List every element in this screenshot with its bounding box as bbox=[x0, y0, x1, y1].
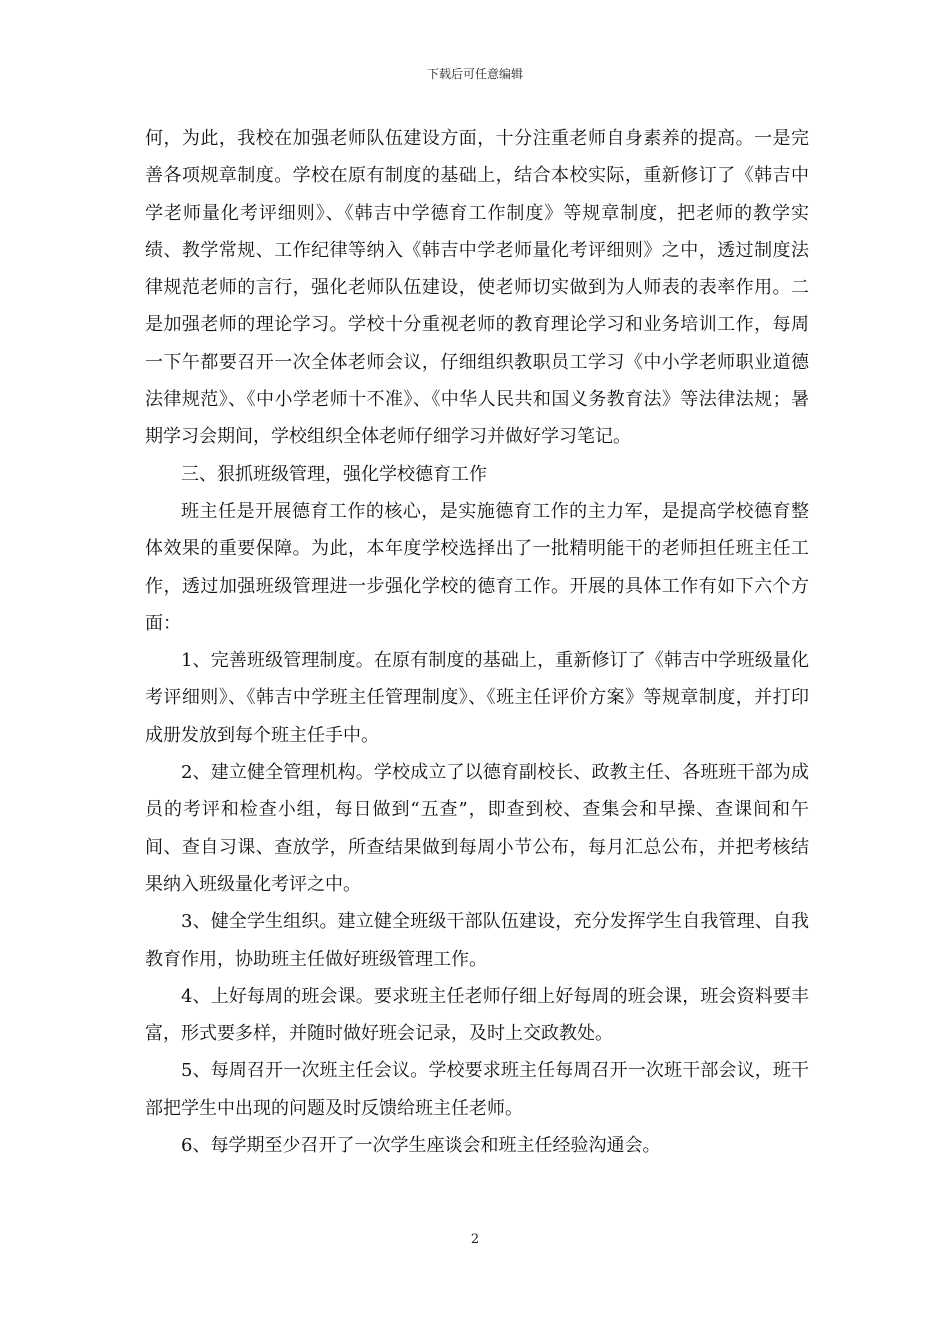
paragraph-teacher-team: 何，为此，我校在加强老师队伍建设方面，十分注重老师自身素养的提高。一是完善各项规章制度。学校在原有制度的基础上，结合本校实际，重新修订了《韩吉中学老师量化考评细则》、《韩吉中学德育工作制度》等规章制度，把老师的教学实绩、教学常规、工作纪律等纳入《韩吉中学老师量化考评细则》之中，透过制度法律规范老师的言行，强化老师队伍建设，使老师切实做到为人师表的表率作用。二是加强老师的理论学习。学校十分重视老师的教育理论学习和业务培训工作，每周一下午都要召开一次全体老师会议，仔细组织教职员工学习《中小学老师职业道德法律规范》、《中小学老师十不准》、《中华人民共和国义务教育法》等法律法规；暑期学习会期间，学校组织全体老师仔细学习并做好学习笔记。 bbox=[145, 128, 809, 448]
list-item-3: 3、健全学生组织。建立健全班级干部队伍建设，充分发挥学生自我管理、自我教育作用，协助班主任做好班级管理工作。 bbox=[145, 911, 809, 970]
list-item-5: 5、每周召开一次班主任会议。学校要求班主任每周召开一次班干部会议，班干部把学生中出现的问题及时反馈给班主任老师。 bbox=[145, 1060, 809, 1119]
list-item-2: 2、建立健全管理机构。学校成立了以德育副校长、政教主任、各班班干部为成员的考评和检查小组，每日做到“五查”，即查到校、查集会和早操、查课间和午间、查自习课、查放学，所查结果做到每周小节公布，每月汇总公布，并把考核结果纳入班级量化考评之中。 bbox=[145, 762, 809, 895]
page-header: 下载后可任意编辑 bbox=[426, 67, 523, 81]
section-heading-class-management: 三、狠抓班级管理，强化学校德育工作 bbox=[181, 463, 487, 485]
list-item-6: 6、每学期至少召开了一次学生座谈会和班主任经验沟通会。 bbox=[181, 1135, 661, 1157]
page-number: 2 bbox=[470, 1232, 480, 1247]
list-item-1: 1、完善班级管理制度。在原有制度的基础上，重新修订了《韩吉中学班级量化考评细则》、《韩吉中学班主任管理制度》、《班主任评价方案》等规章制度，并打印成册发放到每个班主任手中。 bbox=[145, 650, 809, 746]
paragraph-head-teacher-intro: 班主任是开展德育工作的核心，是实施德育工作的主力军，是提高学校德育整体效果的重要保障。为此，本年度学校选择出了一批精明能干的老师担任班主任工作，透过加强班级管理进一步强化学校的德育工作。开展的具体工作有如下六个方面： bbox=[145, 500, 809, 634]
document-body bbox=[145, 120, 809, 1164]
list-item-4: 4、上好每周的班会课。要求班主任老师仔细上好每周的班会课，班会资料要丰富，形式要多样，并随时做好班会记录，及时上交政教处。 bbox=[145, 985, 809, 1045]
